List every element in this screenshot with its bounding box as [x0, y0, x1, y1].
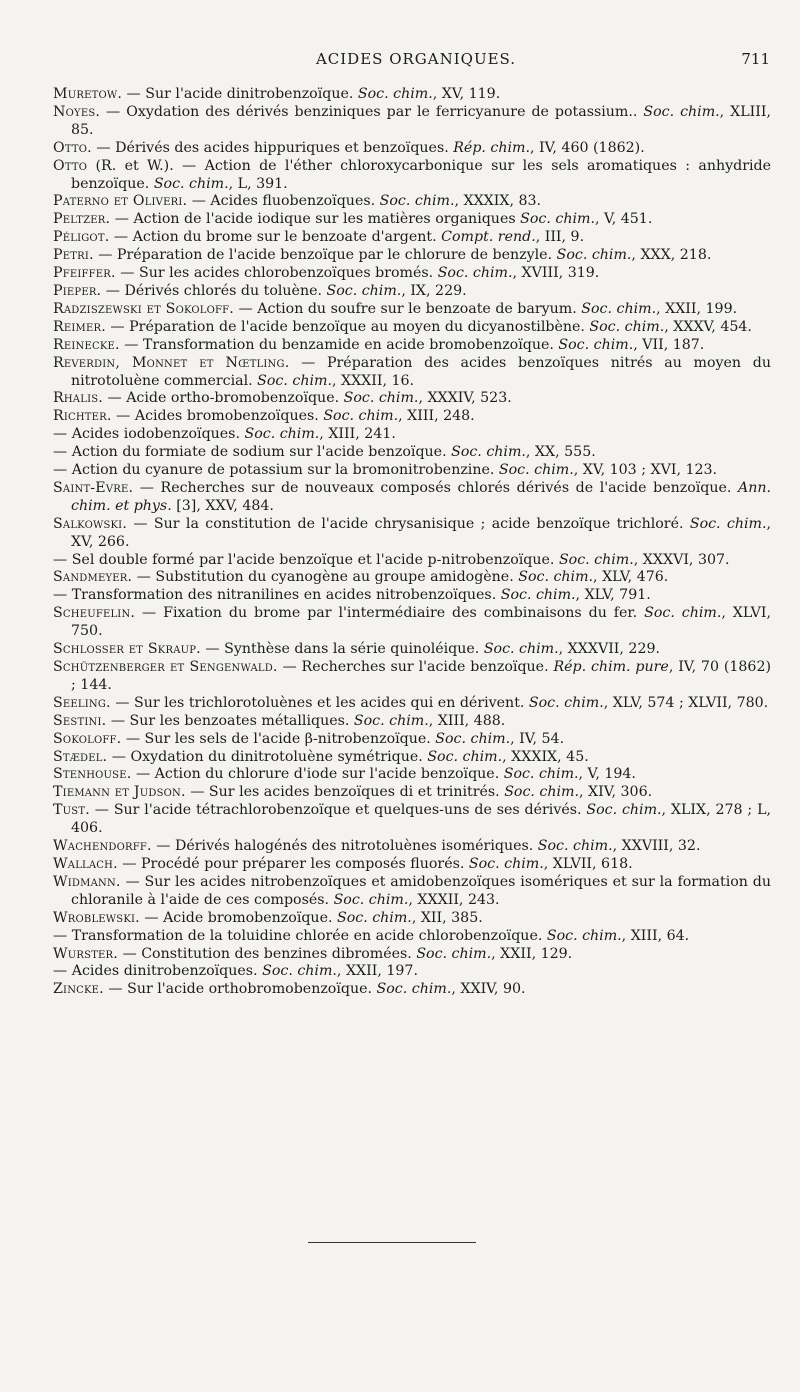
entry-source: Soc. chim.	[644, 605, 722, 622]
entry-reference: , XII, 385.	[411, 909, 483, 926]
entry-author: Schützenberger et Sengenwald.	[53, 659, 278, 675]
bibliography-entry	[53, 946, 771, 964]
bibliography-entry	[53, 211, 771, 229]
bibliography-entry	[53, 552, 771, 570]
entry-author: Pieper.	[53, 282, 102, 299]
entry-text: — Recherches sur l'acide benzoïque.	[277, 659, 554, 675]
entry-reference: , XLV, 476.	[593, 569, 669, 586]
entry-reference: , XXII, 129.	[491, 945, 573, 962]
bibliography-entry	[53, 444, 771, 462]
entry-text: — Sur l'acide orthobromobenzoïque.	[103, 981, 377, 998]
entry-source: Soc. chim.	[483, 641, 559, 658]
bibliography-entry	[53, 104, 771, 140]
entry-author: Sestini.	[53, 712, 107, 729]
entry-author: Seeling.	[53, 694, 111, 711]
entry-text: — Action de l'acide iodique sur les matières organiques	[110, 211, 521, 228]
bibliography-entry	[53, 193, 771, 211]
entry-text: — Acide ortho-bromobenzoïque.	[102, 390, 344, 407]
entry-text: — Sur les acides nitrobenzoïques et amidobenzoïques isomériques et sur la formation du chloranile à l'aide de ces composés.	[71, 873, 771, 908]
entry-reference: , XXXIX, 83.	[454, 193, 542, 210]
entry-reference: , XXIV, 90.	[451, 981, 526, 998]
entry-text: — Dérivés chlorés du toluène.	[101, 282, 327, 299]
entry-reference: , XXXVII, 229.	[558, 641, 661, 658]
entry-author: Widmann.	[53, 873, 121, 890]
entry-reference: , XXII, 197.	[336, 963, 418, 980]
entry-source: Soc. chim.	[643, 103, 720, 120]
entry-reference: , XIII, 248.	[398, 408, 475, 425]
entry-reference: , XXXVI, 307.	[633, 551, 730, 568]
entry-source: Soc. chim.	[558, 551, 634, 568]
entry-text: — Sur les benzoates métalliques.	[106, 712, 354, 729]
entry-text: — Transformation de la toluidine chlorée en acide chlorobenzoïque.	[53, 927, 547, 944]
entry-author: Wurster.	[53, 945, 118, 962]
entry-source: Soc. chim.	[437, 265, 513, 282]
entry-text: — Oxydation du dinitrotoluène symétrique.	[107, 748, 428, 765]
entry-text: — Recherches sur de nouveaux composés chlorés dérivés de l'acide benzoïque.	[133, 479, 738, 496]
entry-reference: , XV, 266.	[71, 515, 772, 550]
entry-author: Zincke.	[53, 981, 104, 998]
entry-source: Soc. chim.	[337, 909, 412, 926]
entry-reference: , XIV, 306.	[579, 784, 653, 801]
bibliography-entry	[53, 874, 771, 910]
entry-author: Otto.	[53, 139, 92, 156]
entry-reference: , XXXII, 243.	[408, 891, 500, 908]
entry-author: Scheufelin.	[53, 605, 136, 622]
entry-text: — Procédé pour préparer les composés fluorés.	[117, 855, 469, 872]
running-title: ACIDES ORGANIQUES.	[315, 50, 517, 68]
entry-author: Stenhouse.	[53, 766, 132, 783]
entry-source: Soc. chim.	[262, 963, 337, 980]
bibliography-entry	[53, 802, 771, 838]
entry-source: Soc. chim.	[546, 927, 622, 944]
entry-source: Soc. chim.	[468, 855, 544, 872]
entry-source: Soc. chim.	[518, 569, 594, 586]
page-header	[62, 50, 770, 74]
entry-source: Ann. chim. et phys.	[71, 479, 771, 514]
entry-text: (R. et W.). — Action de l'éther chloroxycarbonique sur les sels aromatiques : anhydride benzoïque.	[71, 157, 771, 192]
entry-source: Soc. chim.	[257, 372, 332, 389]
entry-author: Wroblewski.	[53, 909, 140, 926]
entry-author: Wallach.	[53, 855, 118, 872]
entry-source: Soc. chim.	[323, 408, 399, 425]
bibliography-entry	[53, 641, 771, 659]
entry-reference: , XLV, 574 ; XLVII, 780.	[603, 694, 769, 711]
entry-text: — Sur les acides benzoïques di et trinitrés.	[185, 784, 505, 801]
entry-source: Soc. chim.	[451, 444, 526, 461]
entry-reference: , XX, 555.	[525, 444, 596, 461]
entry-source: Soc. chim.	[504, 784, 580, 801]
entry-text: — Fixation du brome par l'intermédiaire des combinaisons du fer.	[135, 605, 645, 622]
entry-source: Soc. chim.	[357, 86, 433, 102]
bibliography-entry	[53, 480, 771, 516]
bibliography-entry	[53, 713, 771, 731]
entry-source: Rép. chim. pure	[553, 659, 669, 675]
entry-reference: , XVIII, 319.	[512, 265, 600, 282]
entry-source: Soc. chim.	[586, 802, 662, 819]
bibliography-entry	[53, 784, 771, 802]
bibliography-entry	[53, 856, 771, 874]
entry-source: Soc. chim.	[498, 462, 574, 479]
bibliography-entry	[53, 766, 771, 784]
entry-source: Soc. chim.	[528, 694, 604, 711]
entry-author: Radziszewski et Sokoloff.	[53, 300, 235, 317]
entry-text: — Acides iodobenzoïques.	[53, 426, 245, 443]
entry-text: — Action du formiate de sodium sur l'acide benzoïque.	[53, 444, 452, 461]
bibliography-entry	[53, 355, 771, 391]
entry-text: — Sur l'acide dinitrobenzoïque.	[122, 86, 358, 102]
entry-source: Soc. chim.	[353, 712, 429, 729]
entry-source: Soc. chim.	[326, 282, 402, 299]
entry-source: Soc. chim.	[537, 838, 613, 855]
bibliography-entry	[53, 319, 771, 337]
entry-source: Soc. chim.	[379, 193, 455, 210]
entry-source: Soc. chim.	[589, 318, 665, 335]
entry-author: Sandmeyer.	[53, 569, 133, 586]
entry-reference: , XIII, 64.	[621, 927, 690, 944]
entry-author: Pfeiffer.	[53, 265, 116, 282]
entry-reference: , XXXII, 16.	[331, 372, 415, 389]
entry-author: Peltzer.	[53, 211, 111, 228]
entry-reference: [3], XXV, 484.	[171, 497, 274, 514]
bibliography-entry	[53, 247, 771, 265]
entry-reference: , XV, 103 ; XVI, 123.	[573, 462, 718, 479]
entry-text: — Sur les sels de l'acide β-nitrobenzoïque.	[121, 730, 436, 747]
entry-author: Stædel.	[53, 748, 108, 765]
entry-text: — Sur les trichlorotoluènes et les acides qui en dérivent.	[110, 694, 529, 711]
bibliography-entry	[53, 587, 771, 605]
entry-source: Soc. chim.	[500, 587, 576, 604]
bibliography-entry	[53, 569, 771, 587]
entry-reference: , XIII, 241.	[319, 426, 396, 443]
bibliography-entry	[53, 910, 771, 928]
entry-text: — Oxydation des dérivés benziniques par le ferricyanure de potassium..	[100, 103, 644, 120]
bibliography-entry	[53, 838, 771, 856]
bibliography-entry	[53, 229, 771, 247]
entry-reference: , XLIX, 278 ; L, 406.	[71, 802, 771, 837]
bibliography-entry	[53, 140, 771, 158]
entry-text: — Dérivés halogénés des nitrotoluènes isomériques.	[151, 838, 538, 855]
bibliography-entry	[53, 981, 771, 999]
entry-author: Rhalis.	[53, 390, 103, 407]
entry-reference: , XLVII, 618.	[543, 855, 633, 872]
entry-text: — Action du chlorure d'iode sur l'acide benzoïque.	[131, 766, 504, 783]
entry-author: Petri.	[53, 247, 94, 264]
entry-text: — Préparation de l'acide benzoïque au moyen du dicyanostilbène.	[105, 318, 590, 335]
bibliography-entry	[53, 605, 771, 641]
entry-source: Soc. chim.	[153, 175, 229, 192]
entry-reference: , XV, 119.	[432, 86, 501, 102]
entry-source: Soc. chim.	[427, 748, 503, 765]
entry-text: — Substitution du cyanogène au groupe amidogène.	[132, 569, 519, 586]
entry-text: — Acide bromobenzoïque.	[139, 909, 337, 926]
entry-reference: , IX, 229.	[401, 282, 467, 299]
entry-text: — Acides fluobenzoïques.	[187, 193, 380, 210]
entry-source: Soc. chim.	[503, 766, 579, 783]
entry-reference: , IV, 54.	[510, 730, 565, 747]
bibliography-entry	[53, 390, 771, 408]
entry-reference: , XLIII, 85.	[71, 103, 772, 138]
entry-reference: , IV, 460 (1862).	[530, 139, 645, 156]
bibliography-entry	[53, 749, 771, 767]
entry-author: Saint-Evre.	[53, 479, 134, 496]
entry-author: Salkowski.	[53, 515, 128, 532]
entry-reference: , V, 451.	[594, 211, 653, 228]
entry-source: Soc. chim.	[343, 390, 419, 407]
entry-text: — Action du brome sur le benzoate d'argent.	[109, 229, 442, 246]
entry-author: Schlosser et Skraup.	[53, 641, 201, 658]
entry-text: — Transformation du benzamide en acide bromobenzoïque.	[119, 336, 559, 353]
entry-source: Soc. chim.	[689, 515, 767, 532]
bibliography-entry	[53, 408, 771, 426]
end-rule	[308, 1242, 476, 1243]
bibliography-entry	[53, 158, 771, 194]
bibliography-entry	[53, 928, 771, 946]
entry-reference: , XXX, 218.	[631, 247, 712, 264]
bibliography-entry	[53, 301, 771, 319]
bibliography-entry	[53, 731, 771, 749]
entry-text: — Préparation des acides benzoïques nitrés au moyen du nitrotoluène commercial.	[71, 354, 771, 389]
bibliography-list	[53, 86, 771, 999]
entry-reference: , XXVIII, 32.	[612, 838, 701, 855]
entry-text: — Synthèse dans la série quinoléique.	[200, 641, 484, 658]
entry-author: Wachendorff.	[53, 838, 152, 855]
entry-reference: , XXXIX, 45.	[502, 748, 589, 765]
bibliography-entry	[53, 265, 771, 283]
bibliography-entry	[53, 283, 771, 301]
entry-author: Tiemann et Judson.	[53, 784, 186, 801]
entry-source: Soc. chim.	[333, 891, 409, 908]
entry-reference: , III, 9.	[535, 229, 585, 246]
entry-text: — Dérivés des acides hippuriques et benzoïques.	[91, 139, 454, 156]
entry-reference: , XLV, 791.	[575, 587, 651, 604]
entry-source: Soc. chim.	[376, 981, 452, 998]
entry-reference: , V, 194.	[578, 766, 636, 783]
entry-source: Compt. rend.	[441, 229, 536, 246]
entry-reference: , XXXV, 454.	[664, 318, 752, 335]
entry-author: Paterno et Oliveri.	[53, 193, 188, 210]
entry-source: Soc. chim.	[556, 247, 632, 264]
entry-text: — Sel double formé par l'acide benzoïque et l'acide p-nitrobenzoïque.	[53, 551, 559, 568]
entry-text: — Constitution des benzines dibromées.	[118, 945, 417, 962]
entry-text: — Action du soufre sur le benzoate de baryum.	[234, 300, 582, 317]
bibliography-entry	[53, 337, 771, 355]
entry-author: Reinecke.	[53, 336, 120, 353]
entry-source: Soc. chim.	[581, 300, 657, 317]
bibliography-entry	[53, 86, 771, 104]
entry-reference: , L, 391.	[228, 175, 288, 192]
entry-author: Reimer.	[53, 318, 106, 335]
entry-reference: , XLVI, 750.	[71, 605, 772, 640]
entry-source: Soc. chim.	[416, 945, 492, 962]
entry-source: Soc. chim.	[558, 336, 634, 353]
entry-source: Soc. chim.	[435, 730, 511, 747]
entry-source: Rép. chim.	[453, 139, 531, 156]
entry-source: Soc. chim.	[244, 426, 320, 443]
entry-text: — Préparation de l'acide benzoïque par le chlorure de benzyle.	[93, 247, 557, 264]
entry-reference: , IV, 70 (1862) ; 144.	[71, 659, 772, 693]
entry-source: Soc. chim.	[520, 211, 595, 228]
entry-text: — Transformation des nitranilines en acides nitrobenzoïques.	[53, 587, 501, 604]
entry-text: — Acides bromobenzoïques.	[111, 408, 324, 425]
page-number: 711	[741, 50, 770, 68]
entry-reference: , XXII, 199.	[656, 300, 738, 317]
bibliography-entry	[53, 426, 771, 444]
entry-reference: , VII, 187.	[633, 336, 705, 353]
bibliography-entry	[53, 516, 771, 552]
entry-text: — Action du cyanure de potassium sur la bromonitrobenzine.	[53, 462, 499, 479]
entry-reference: , XXXIV, 523.	[418, 390, 512, 407]
entry-author: Tust.	[53, 802, 90, 819]
entry-author: Richter.	[53, 408, 112, 425]
bibliography-entry	[53, 659, 771, 695]
bibliography-entry	[53, 963, 771, 981]
entry-author: Reverdin, Monnet et Nœtling.	[53, 354, 290, 371]
entry-text: — Sur l'acide tétrachlorobenzoïque et quelques-uns de ses dérivés.	[89, 802, 587, 819]
entry-author: Muretow.	[53, 86, 123, 102]
entry-text: — Acides dinitrobenzoïques.	[53, 963, 263, 980]
bibliography-entry	[53, 462, 771, 480]
bibliography-entry	[53, 695, 771, 713]
entry-author: Otto	[53, 157, 88, 174]
entry-author: Sokoloff.	[53, 730, 122, 747]
entry-reference: , XIII, 488.	[428, 712, 506, 729]
entry-author: Noyes.	[53, 103, 101, 120]
entry-author: Péligot.	[53, 229, 110, 246]
entry-text: — Sur la constitution de l'acide chrysanisique ; acide benzoïque trichloré.	[127, 515, 690, 532]
entry-text: — Sur les acides chlorobenzoïques bromés.	[115, 265, 438, 282]
